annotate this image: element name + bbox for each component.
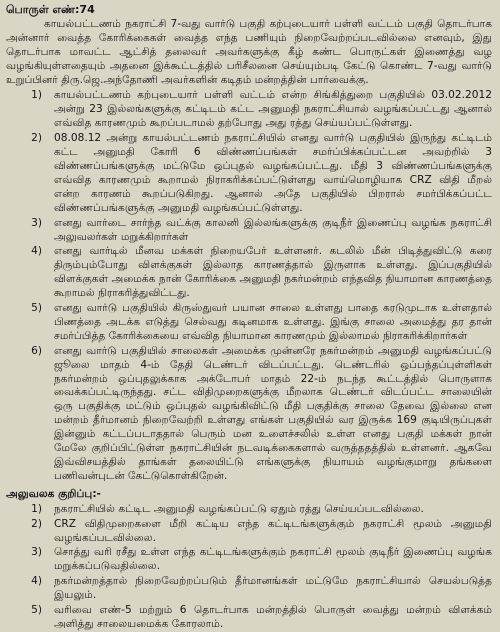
item-text: காயல்பட்டணம் கற்புடையார் பள்ளி வட்டம் என்ற சிங்கித்துறை பகுதியில் 03.02.2012 அன்று 23 இல்லங்களுக்கு கட்டிடம் கட்ட அனுமதி நகராட்சியால் வழங்கப்பட்டது ஆனால் எவ்வித காரணமும் கூறப்படாமல் தற்போது அது ரத்து செய்யப்பட்டுள்ளது. [54,89,492,130]
item-number: 6) [31,344,42,357]
list-item [6,89,492,131]
item-number: 5) [31,604,42,617]
item-text: வரிவை எண்-5 மற்றும் 6 தொடர்பாக மன்றத்தில் பொருள் வைத்து மன்றம் விளக்கம் அளித்து சாலையமைக்க கோரலாம். [54,604,492,630]
intro-paragraph: காயல்பட்டணம் நகராட்சி 7-வது வார்டு பகுதி கற்புடையார் பள்ளி வட்டம் பகுதி தொடர்பாக அன்னார் வைத்த கோரிக்கைகள் வைத்த எந்த பணியும் நிறைவேற்றப்படவில்லை எனவும், இது தொடர்பாக மாவட்ட ஆட்சித் தலைவர் அவர்களுக்கு கீழ் கண்ட பொருட்கள் இணைத்து வழ வழங்கியுள்ளதையும் அதனை இக்கூட்டத்தில் பரிசீலனை செய்யும்படி கேட்டு கொண்ட 7-வது வார்டு உறுப்பினர் திரு.ஜெ.அந்தோணி அவர்களின் கடிதம் மன்றத்தின் பார்வைக்கு. [6,17,492,86]
list-item [6,503,492,517]
subject-number: பொருள் எண்:74 [6,3,95,16]
office-note-heading: அலுவலக குறிப்பு:- [6,487,101,500]
item-number: 5) [31,302,42,315]
item-number: 1) [31,89,42,102]
item-text: எனது வார்டு பகுதியில் கிருஸ்துவர் பயான சாலை உள்ளது பாதை கரடுமுடாக உள்ளதால் பிணத்தை அடக்க எடுத்து செல்வது கடினமாக உள்ளது. இங்கு சாலை அமைத்து தர தான் சமர்ப்பித்த கோரிக்கையை எவ்வித நியாமான காரணமும் இல்லாமல் நிராகரிக்கிறார்கள் [54,302,492,342]
list-item [6,604,492,632]
item-text: எனது வார்டை சார்ந்த வட்க்கு காலனி இல்லங்களுக்கு குடிநீர் இணைப்பு வழங்க நகராட்சி அலுவலர்கள் மறுக்கிறார்கள் [54,216,492,243]
item-text: எனது வார்டு பகுதியில் சாலைகள் அமைக்க முன்னரே நகர்மன்றம் அனுமதி வழங்கப்பட்டு ஜூலை மாதம் 4-ம் தேதி டெண்டர் விடப்பட்டது. டெண்டரில் ஒப்பந்தப்புள்ளிகள் நகர்மன்றம் ஒப்புதலுக்காக அக்டோபர் மாதம் 22-ம் நடந்த கூட்டத்தில் பொருளாக வைக்கப்பட்டிருந்தது. சட்ட விதிமுறைகளுக்கு மீறலாக டெண்டர் விடப்பட்ட சாலையின் ஒரு பகுதிக்கு மட்டும் ஒப்புதல் வழங்கிவிட்டு மீதி பகுதிக்கு சாலை தேவை இல்லை என மன்றம் தீர்மானம் நிறைவேற்றி உள்ளது எங்கள் பகுதியில் வர இருக்க 169 குடியிருப்புகள் இன்னும் கட்டப்படாததால் பெரும் மன உளைச்சலில் உள்ள எனது பகுதி மக்கள் நான் மேலே குறிப்பிட்டுள்ள நகராட்சியின் நடவடிக்கைகளால் வருத்ததத்தில் உள்ளனர். ஆகவே இவ்விசயத்தில் தாங்கள் தலையிட்டு எங்களுக்கு நியாயம் வழங்குமாறு தங்களை பணிவன்புடன் கேட்டுகொள்கிறேன். [54,344,492,482]
office-note-list [6,503,492,632]
item-number: 2) [31,132,42,145]
complaint-list [6,89,492,483]
item-text: CRZ விதிமுறைகளை மீறி கட்டிய எந்த கட்டிடங்களுக்கும் நகராட்சி மூலம் அனுமதி வழங்கப்படவில்லை. [54,517,492,544]
item-text: நகர்மன்றத்தால் நிறைவேற்றப்படும் தீர்மானங்கள் மட்டுமே நகராட்சியால் செயல்படுத்த இயலும். [54,575,492,602]
item-number: 4) [31,575,42,588]
item-text: சொத்து வரி ரசீது உள்ள எந்த கட்டிடங்களுக்கும் நகராட்சி மூலம் குடிநீர் இணைப்பு வழங்க மறுக்கப்படுவதில்லை. [54,546,492,573]
list-item [6,245,492,301]
list-item [6,518,492,546]
item-number: 2) [31,517,42,530]
item-text: 08.08.12 அன்று காயல்பட்டணம் நகராட்சியில் எனது வார்டு பகுதியில் இருந்து கட்டிடம் கட்ட அனுமதி கோரி 6 விண்ணப்பங்கள் சமர்ப்பிக்கப்பட்டன அவற்றில் 3 விண்ணப்பங்களுக்கு மட்டுமே ஒப்புதல் வழங்கப்பட்டது. மீதி 3 விண்ணப்பங்களுக்கு எவ்வித காரணமும் கூறாமல் நிராகரிக்கப்பட்டுள்ளது வாய்மொழியாக CRZ விதி மீறல் என்ற காரணம் கூறப்படுகிறது. ஆனால் அதே பகுதியில் பிறரால் சமர்பிக்கப்பட்ட விண்ணப்பங்களுக்கு அனுமதி வழங்கப்பட்டுள்ளது. [54,132,492,214]
item-number: 4) [31,245,42,258]
item-number: 1) [31,502,42,515]
list-item [6,345,492,484]
item-text: எனது வார்டில் மீனவ மக்கள் நிறையபேர் உள்ளனர். கடலில் மீன் பிடித்துவிட்டு கரை திரும்பும்போது விளக்குகள் இல்லாத காரணத்தால் இருளாக உள்ளது. இப்பகுதியில் விளக்குகள் அமைக்க நான் கோரிக்கை அனுமதி நகர்மன்றம் எந்தவித நியாமான காரணத்தை கூறாமல் நிராகரித்துவிட்டது. [54,245,492,300]
list-item [6,546,492,574]
list-item [6,217,492,245]
item-text: நகராட்சியில் கட்டிட அனுமதி வழங்கப்பட்டு ஏதும் ரத்து செய்யப்படவில்லை. [54,502,424,515]
list-item [6,132,492,215]
list-item [6,575,492,603]
item-number: 3) [31,216,42,229]
item-number: 3) [31,546,42,559]
list-item [6,302,492,344]
